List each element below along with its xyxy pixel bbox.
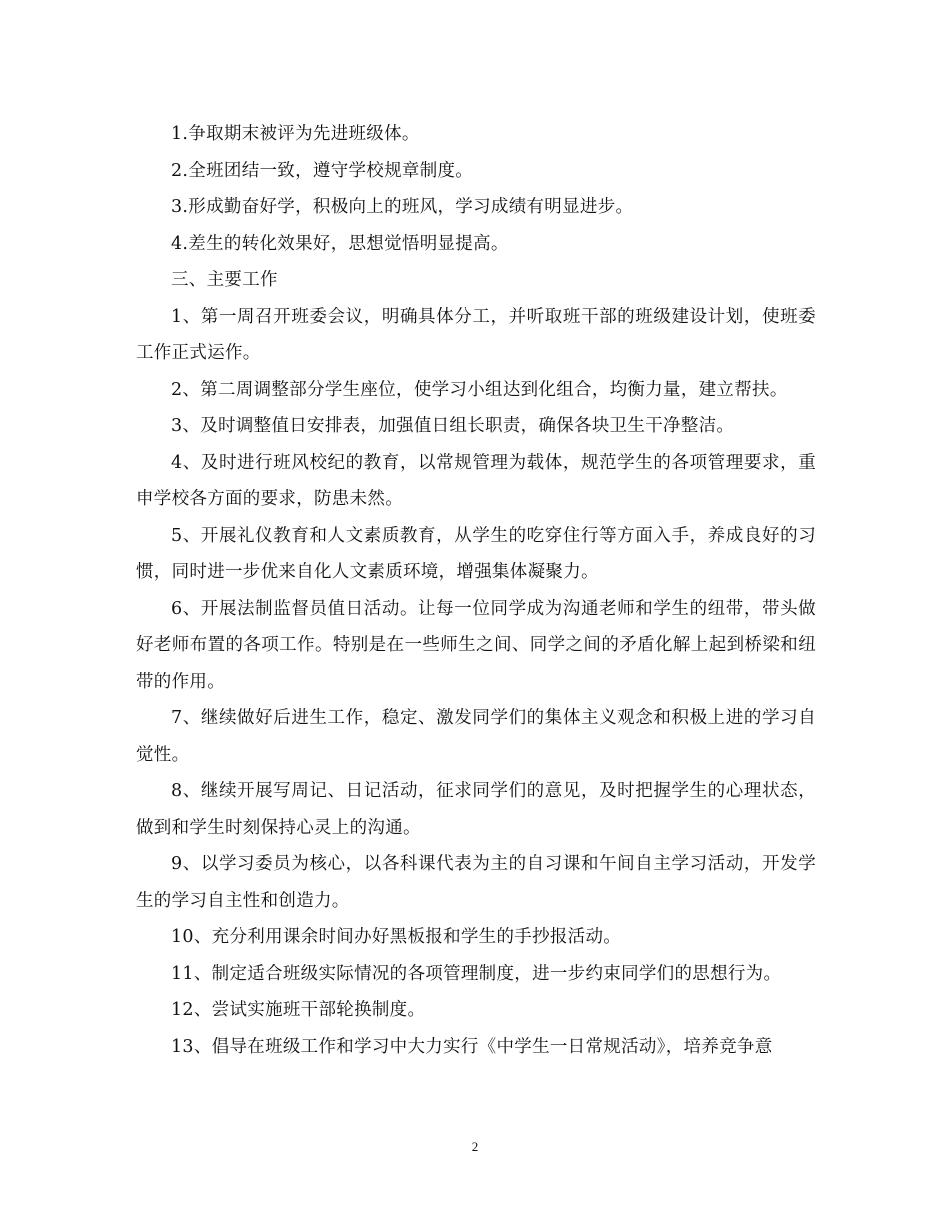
goal-item-2: 2.全班团结一致，遵守学校规章制度。: [171, 160, 474, 181]
work-item-2: 2、第二周调整部分学生座位，使学习小组达到化组合，均衡力量，建立帮扶。: [171, 379, 788, 400]
work-item-1: 1、第一周召开班委会议，明确具体分工，并听取班干部的班级建设计划，使班委工作正式运作。: [136, 306, 816, 363]
work-item-13: 13、倡导在班级工作和学习中大力实行《中学生一日常规活动》，培养竞争意: [171, 1036, 773, 1057]
work-item-4: 4、及时进行班风校纪的教育，以常规管理为载体，规范学生的各项管理要求，重申学校各方面的要求，防患未然。: [136, 452, 816, 509]
goal-item-3: 3.形成勤奋好学，积极向上的班风，学习成绩有明显进步。: [171, 197, 634, 217]
page-number: 2: [471, 1139, 479, 1154]
work-item-5: 5、开展礼仪教育和人文素质教育，从学生的吃穿住行等方面入手，养成良好的习惯，同时进一步优来自化人文素质环境，增强集体凝聚力。: [136, 525, 816, 582]
work-item-7: 7、继续做好后进生工作，稳定、激发同学们的集体主义观念和积极上进的学习自觉性。: [136, 708, 816, 765]
work-item-10: 10、充分利用课余时间办好黑板报和学生的手抄报活动。: [171, 927, 622, 947]
goal-item-1: 1.争取期末被评为先进班级体。: [171, 124, 420, 144]
work-item-6: 6、开展法制监督员值日活动。让每一位同学成为沟通老师和学生的纽带，带头做好老师布置的各项工作。特别是在一些师生之间、同学之间的矛盾化解上起到桥梁和纽带的作用。: [136, 598, 816, 692]
work-item-12: 12、尝试实施班干部轮换制度。: [171, 1000, 426, 1020]
work-item-3: 3、及时调整值日安排表，加强值日组长职责，确保各块卫生干净整洁。: [171, 416, 735, 436]
work-item-9: 9、以学习委员为核心，以各科课代表为主的自习课和午间自主学习活动，开发学生的学习自主性和创造力。: [136, 854, 816, 911]
document-body: [136, 116, 816, 1065]
work-item-8: 8、继续开展写周记、日记活动，征求同学们的意见，及时把握学生的心理状态，做到和学生时刻保持心灵上的沟通。: [136, 781, 816, 838]
goal-item-4: 4.差生的转化效果好，思想觉悟明显提高。: [171, 233, 509, 254]
section-heading: 三、主要工作: [171, 270, 278, 290]
work-item-11: 11、制定适合班级实际情况的各项管理制度，进一步约束同学们的思想行为。: [171, 963, 782, 984]
